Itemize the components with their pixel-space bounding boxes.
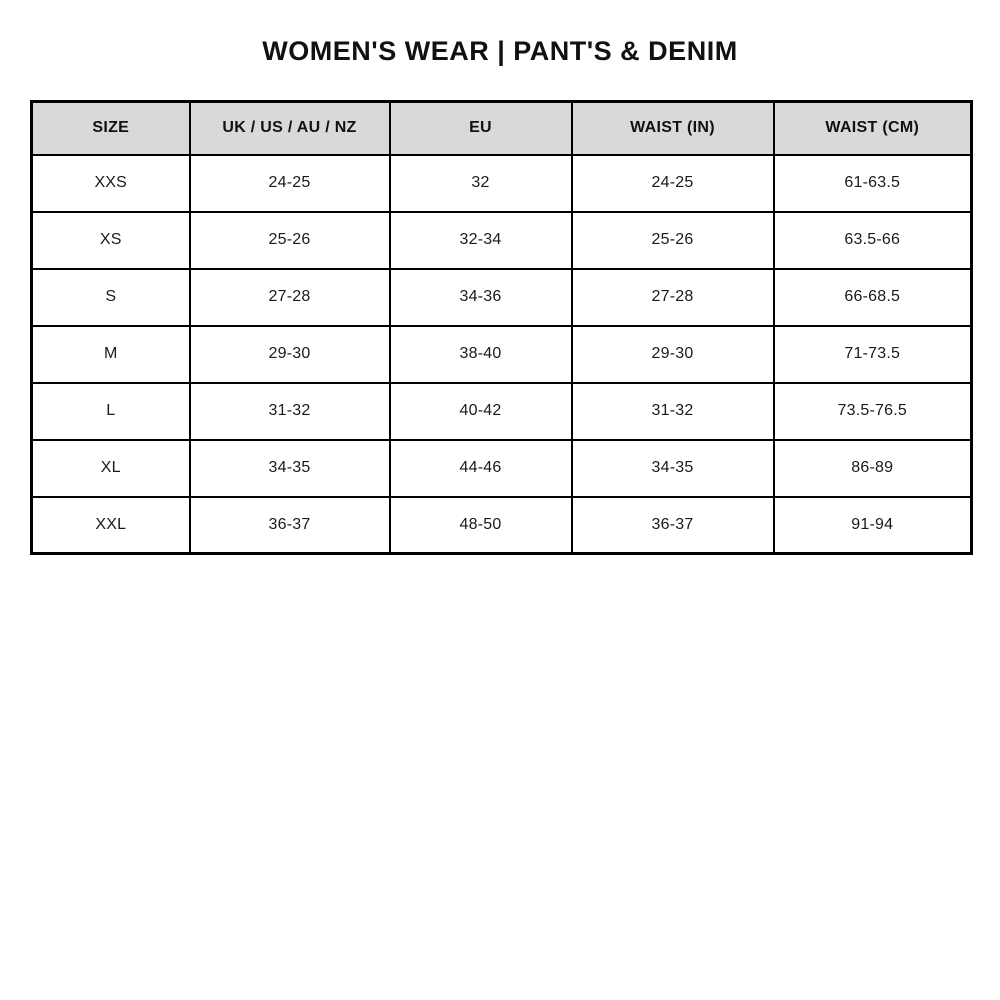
table-body [32,155,972,554]
page-title: WOMEN'S WEAR | PANT'S & DENIM [262,36,738,66]
column-header: UK / US / AU / NZ [190,102,390,155]
size-value-cell: 71-73.5 [774,326,972,383]
size-value-cell: 36-37 [190,497,390,554]
size-value-cell: 91-94 [774,497,972,554]
size-value-cell: 24-25 [190,155,390,212]
column-header: SIZE [32,102,190,155]
size-value-cell: 29-30 [572,326,774,383]
size-value-cell: 25-26 [190,212,390,269]
column-header: EU [390,102,572,155]
size-chart-table [30,100,973,555]
size-value-cell: 48-50 [390,497,572,554]
size-value-cell: 40-42 [390,383,572,440]
size-label-cell: XL [32,440,190,497]
size-label-cell: XS [32,212,190,269]
size-value-cell: 44-46 [390,440,572,497]
size-label-cell: S [32,269,190,326]
size-value-cell: 61-63.5 [774,155,972,212]
size-value-cell: 63.5-66 [774,212,972,269]
size-value-cell: 73.5-76.5 [774,383,972,440]
table-row [32,326,972,383]
column-header: WAIST (CM) [774,102,972,155]
table-row [32,212,972,269]
size-value-cell: 31-32 [190,383,390,440]
table-row [32,155,972,212]
size-label-cell: XXL [32,497,190,554]
size-value-cell: 27-28 [572,269,774,326]
table-row [32,383,972,440]
size-label-cell: XXS [32,155,190,212]
table-header-row [32,102,972,155]
size-value-cell: 66-68.5 [774,269,972,326]
size-value-cell: 34-35 [572,440,774,497]
size-value-cell: 27-28 [190,269,390,326]
column-header: WAIST (IN) [572,102,774,155]
size-label-cell: M [32,326,190,383]
table-row [32,440,972,497]
size-value-cell: 24-25 [572,155,774,212]
size-label-cell: L [32,383,190,440]
size-value-cell: 34-35 [190,440,390,497]
size-value-cell: 29-30 [190,326,390,383]
size-value-cell: 36-37 [572,497,774,554]
size-value-cell: 32 [390,155,572,212]
size-value-cell: 86-89 [774,440,972,497]
size-value-cell: 34-36 [390,269,572,326]
table-row [32,497,972,554]
table-row [32,269,972,326]
size-value-cell: 25-26 [572,212,774,269]
size-value-cell: 38-40 [390,326,572,383]
size-value-cell: 32-34 [390,212,572,269]
size-value-cell: 31-32 [572,383,774,440]
